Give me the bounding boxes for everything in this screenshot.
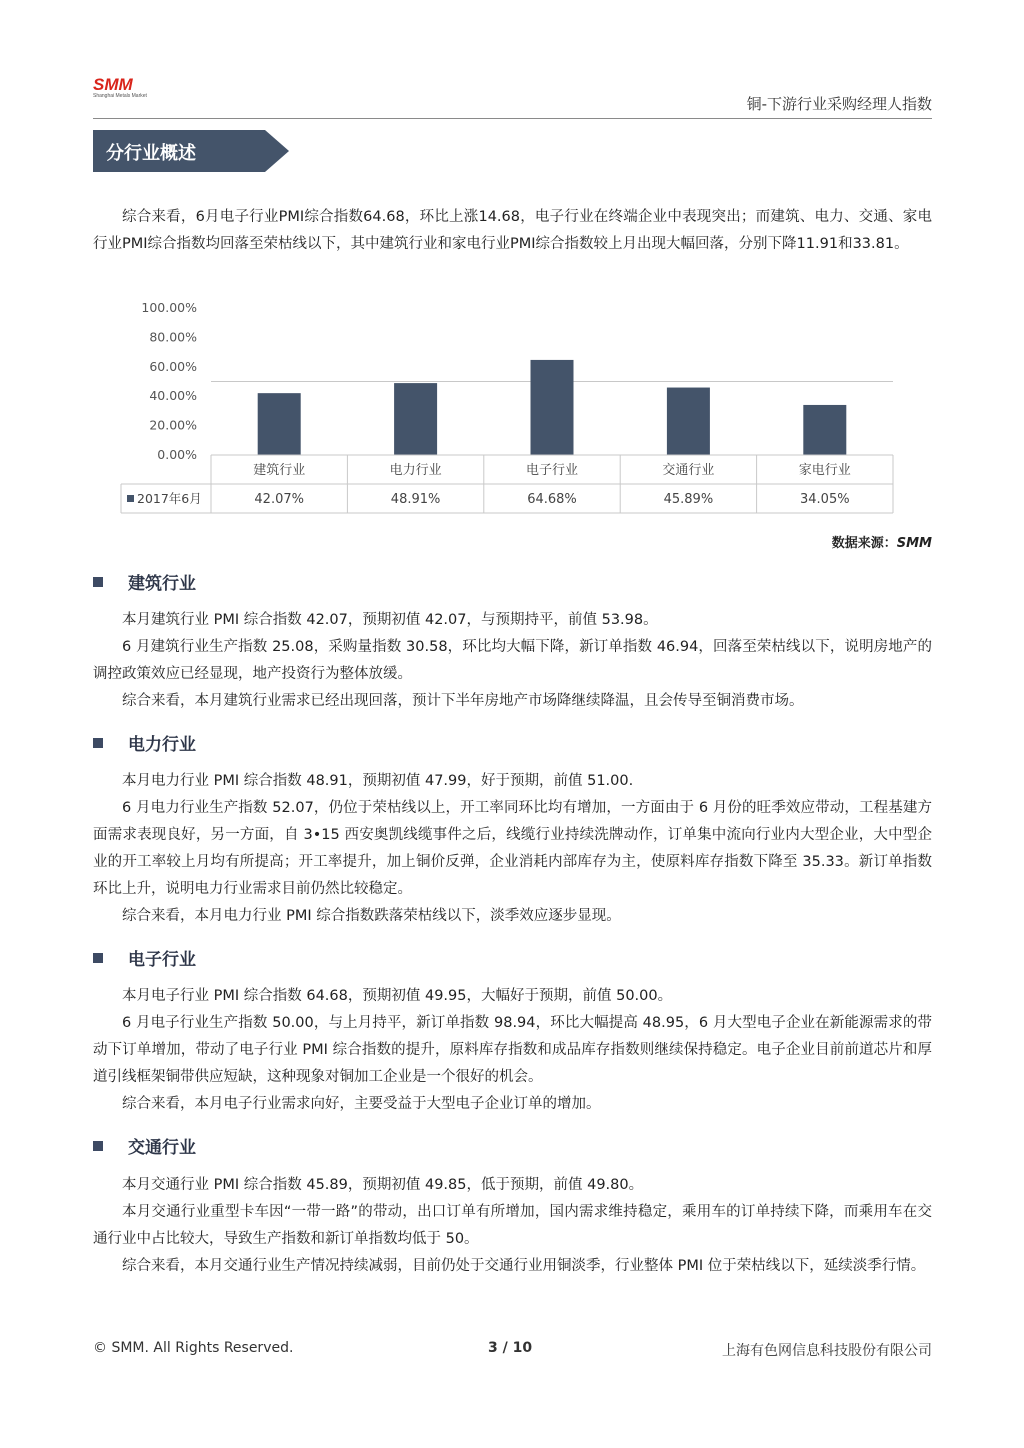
report-title: 铜-下游行业采购经理人指数	[746, 95, 932, 113]
paragraph: 综合来看，本月交通行业生产情况持续减弱，目前仍处于交通行业用铜淡季，行业整体 PMI 位于荣枯线以下，延续淡季行情。	[122, 1258, 926, 1274]
bar	[258, 393, 301, 455]
bullet-square-icon	[93, 953, 103, 963]
bar	[394, 383, 437, 455]
section-heading-transport	[93, 1133, 196, 1159]
y-tick-label: 40.00%	[149, 388, 197, 404]
paragraph: 本月电子行业 PMI 综合指数 64.68，预期初值 49.95，大幅好于预期，前值 50.00。	[122, 988, 673, 1004]
section-title: 电子行业	[128, 950, 196, 970]
paragraph: 综合来看，本月建筑行业需求已经出现回落，预计下半年房地产市场降继续降温，且会传导至铜消费市场。	[122, 693, 804, 709]
paragraph: 综合来看，本月电子行业需求向好，主要受益于大型电子企业订单的增加。	[122, 1096, 601, 1112]
bullet-square-icon	[93, 1141, 103, 1151]
section-body-construction	[93, 607, 932, 715]
paragraph: 本月交通行业重型卡车因“一带一路”的带动，出口订单有所增加，国内需求维持稳定，乘用车的订单持续下降，而乘用车在交通行业中占比较大，导致生产指数和新订单指数均低于 50。	[93, 1204, 932, 1247]
logo-subtitle: Shanghai Metals Market	[93, 93, 147, 99]
bar	[803, 405, 846, 455]
paragraph: 本月电力行业 PMI 综合指数 48.91，预期初值 47.99，好于预期，前值 51.00.	[122, 773, 634, 789]
section-title: 建筑行业	[128, 574, 196, 594]
data-label: 42.07%	[254, 492, 304, 507]
category-label: 家电行业	[798, 463, 851, 478]
paragraph: 6 月电子行业生产指数 50.00，与上月持平，新订单指数 98.94，环比大幅提高 48.95，6 月大型电子企业在新能源需求的带动下订单增加，带动了电子行业 PMI 综合指数的提升，原料库存指数和成品库存指数则继续保持稳定。电子企业目前前道芯片和厚道引线框架铜带供应短缺，这种现象对铜加工企业是一个很好的机会。	[93, 1015, 932, 1085]
legend-label: 2017年6月	[137, 491, 202, 506]
y-tick-label: 60.00%	[149, 358, 197, 374]
category-label: 电力行业	[389, 463, 442, 478]
section-heading-electronics	[93, 945, 196, 971]
intro-text: 综合来看，6月电子行业PMI综合指数64.68，环比上涨14.68，电子行业在终端企业中表现突出；而建筑、电力、交通、家电行业PMI综合指数均回落至荣枯线以下，其中建筑行业和家电行业PMI综合指数较上月出现大幅回落，分别下降11.91和33.81。	[93, 209, 932, 252]
section-heading-construction	[93, 569, 196, 595]
banner-title: 分行业概述	[106, 143, 196, 164]
page-number: 3 / 10	[488, 1340, 533, 1356]
section-body-power	[93, 768, 932, 930]
section-banner	[93, 130, 289, 172]
source-name: SMM	[896, 536, 932, 551]
chart-canvas	[93, 296, 913, 520]
smm-logo	[93, 76, 153, 106]
y-tick-label: 20.00%	[149, 417, 197, 433]
category-label: 交通行业	[662, 463, 715, 478]
section-body-electronics	[93, 983, 932, 1118]
intro-paragraph	[93, 204, 932, 258]
source-label: 数据来源：	[831, 536, 897, 551]
category-label: 建筑行业	[253, 463, 306, 478]
section-title: 交通行业	[128, 1138, 196, 1158]
data-label: 34.05%	[800, 492, 850, 507]
logo-text: SMM	[93, 75, 133, 94]
bullet-square-icon	[93, 738, 103, 748]
y-tick-label: 100.00%	[141, 300, 197, 315]
footer-copyright: © SMM. All Rights Reserved.	[93, 1340, 294, 1356]
section-heading-power	[93, 730, 196, 756]
bar	[531, 360, 574, 455]
y-tick-label: 0.00%	[157, 447, 197, 462]
legend-key	[127, 495, 134, 502]
data-label: 45.89%	[663, 492, 714, 507]
paragraph: 本月建筑行业 PMI 综合指数 42.07，预期初值 42.07，与预期持平，前值 53.98。	[122, 612, 658, 628]
paragraph: 6 月建筑行业生产指数 25.08，采购量指数 30.58，环比均大幅下降，新订单指数 46.94，回落至荣枯线以下，说明房地产的调控政策效应已经显现，地产投资行为整体放缓。	[93, 639, 932, 682]
paragraph: 6 月电力行业生产指数 52.07，仍位于荣枯线以上，开工率同环比均有增加，一方面由于 6 月份的旺季效应带动，工程基建方面需求表现良好，另一方面，自 3•15 西安奥凯线缆事件之后，线缆行业持续洗牌动作，订单集中流向行业内大型企业，大中型企业的开工率较上月均有所提高；开工率提升，加上铜价反弹，企业消耗内部库存为主，使原料库存指数下降至 35.33。新订单指数环比上升，说明电力行业需求目前仍然比较稳定。	[93, 800, 932, 897]
header-divider	[93, 118, 932, 119]
bar	[667, 388, 710, 455]
data-source	[832, 532, 932, 551]
y-tick-label: 80.00%	[149, 329, 197, 345]
data-label: 64.68%	[527, 492, 577, 507]
category-label: 电子行业	[525, 463, 579, 478]
section-title: 电力行业	[128, 735, 196, 755]
data-label: 48.91%	[390, 492, 441, 507]
paragraph: 综合来看，本月电力行业 PMI 综合指数跌落荣枯线以下，淡季效应逐步显现。	[122, 908, 621, 924]
pmi-bar-chart	[93, 296, 913, 520]
paragraph: 本月交通行业 PMI 综合指数 45.89，预期初值 49.85，低于预期，前值 49.80。	[122, 1177, 644, 1193]
section-body-transport	[93, 1172, 932, 1280]
bullet-square-icon	[93, 577, 103, 587]
footer-company: 上海有色网信息科技股份有限公司	[722, 1343, 932, 1359]
